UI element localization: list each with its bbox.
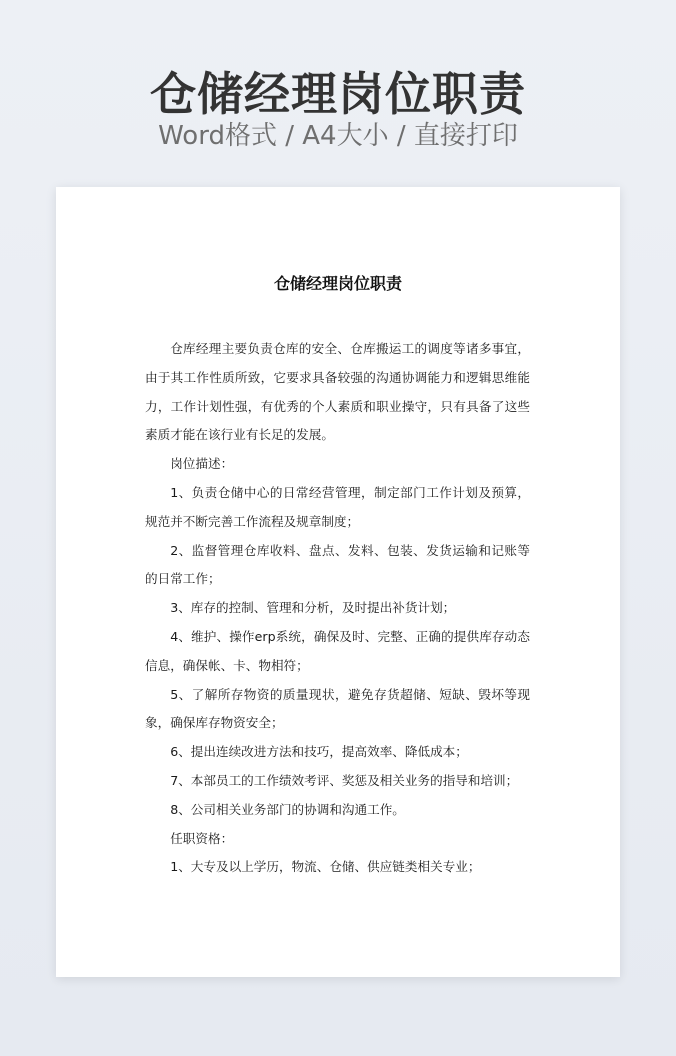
- qualifications-heading: 任职资格：: [170, 830, 234, 846]
- duty-item: 7、本部员工的工作绩效考评、奖惩及相关业务的指导和培训；: [170, 772, 519, 788]
- qualification-item: 1、大专及以上学历，物流、仓储、供应链类相关专业；: [170, 859, 481, 875]
- duty-item: 5、了解所存物资的质量现状，避免存货超储、短缺、毁坏等现象，确保库存物资安全；: [145, 686, 530, 731]
- duty-item: 4、维护、操作erp系统，确保及时、完整、正确的提供库存动态信息，确保帐、卡、物相符；: [145, 628, 530, 673]
- duty-item: 8、公司相关业务部门的协调和沟通工作。: [170, 801, 405, 817]
- banner-title: 仓储经理岗位职责: [150, 67, 526, 121]
- duties-heading: 岗位描述：: [170, 456, 234, 472]
- document-body: [145, 335, 530, 882]
- duty-item: 3、库存的控制、管理和分析，及时提出补货计划；: [170, 600, 456, 616]
- intro-paragraph: 仓库经理主要负责仓库的安全、仓库搬运工的调度等诸多事宜，由于其工作性质所致，它要求具备较强的沟通协调能力和逻辑思维能力，工作计划性强，有优秀的个人素质和职业操守，只有具备了这些素质才能在该行业有长足的发展。: [145, 341, 530, 443]
- document-title: 仓储经理岗位职责: [273, 274, 402, 293]
- banner-subtitle: Word格式 / A4大小 / 直接打印: [158, 121, 518, 151]
- duty-item: 2、监督管理仓库收料、盘点、发料、包装、发货运输和记账等的日常工作；: [145, 542, 530, 587]
- duty-item: 6、提出连续改进方法和技巧，提高效率、降低成本；: [170, 744, 468, 760]
- duty-item: 1、负责仓储中心的日常经营管理，制定部门工作计划及预算，规范并不断完善工作流程及规章制度；: [145, 484, 530, 529]
